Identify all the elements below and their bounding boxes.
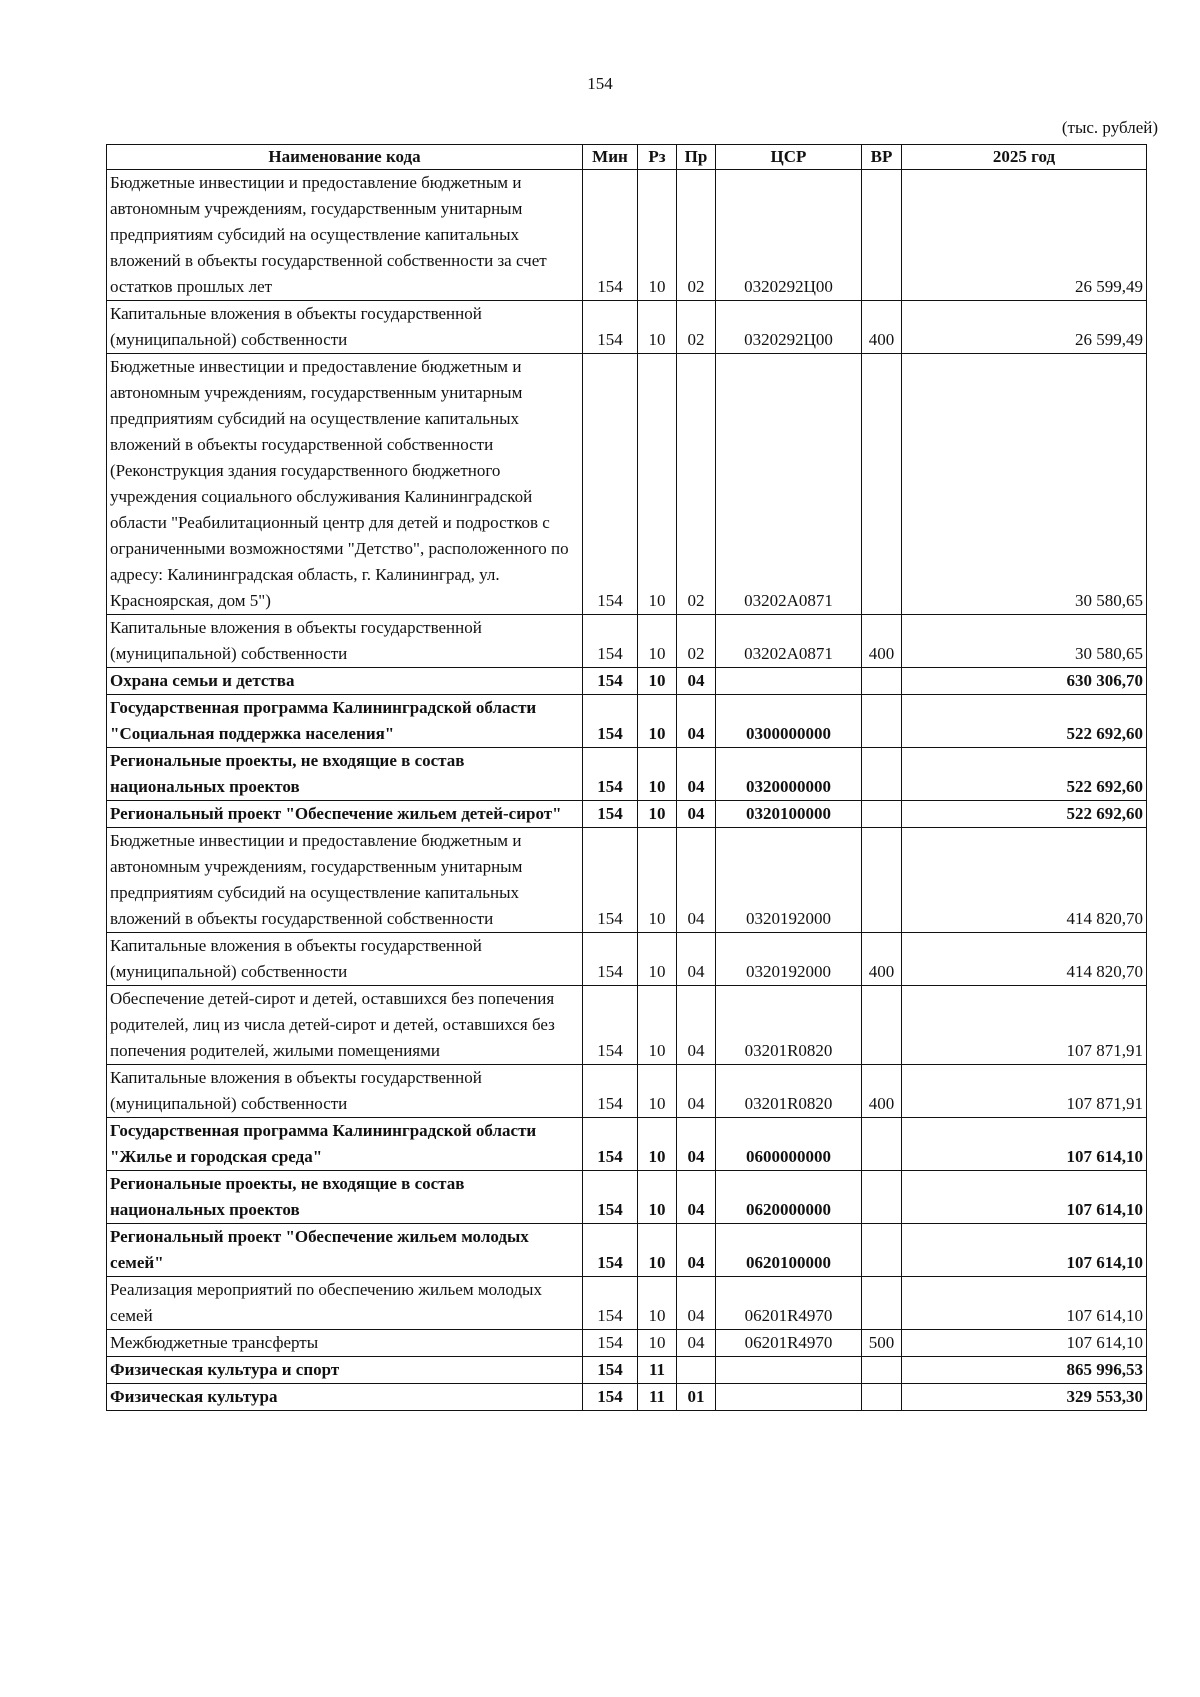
cell-sum: 414 820,70 — [902, 933, 1147, 986]
cell-csr: 0300000000 — [716, 695, 862, 748]
cell-min: 154 — [583, 1357, 638, 1384]
cell-name: Бюджетные инвестиции и предоставление бюджетным и автономным учреждениям, государственным унитарным предприятиям субсидий на осуществление капитальных вложений в объекты государственной собственности — [107, 828, 583, 933]
cell-min: 154 — [583, 668, 638, 695]
cell-vr — [862, 170, 902, 301]
cell-min: 154 — [583, 801, 638, 828]
cell-sum: 522 692,60 — [902, 748, 1147, 801]
cell-name: Бюджетные инвестиции и предоставление бюджетным и автономным учреждениям, государственным унитарным предприятиям субсидий на осуществление капитальных вложений в объекты государственной собственности за счет остатков прошлых лет — [107, 170, 583, 301]
cell-pr: 04 — [677, 1277, 716, 1330]
table-row — [107, 828, 1147, 933]
cell-rz: 10 — [638, 170, 677, 301]
table-row — [107, 668, 1147, 695]
cell-pr: 04 — [677, 801, 716, 828]
cell-pr: 04 — [677, 1224, 716, 1277]
cell-name: Капитальные вложения в объекты государственной (муниципальной) собственности — [107, 1065, 583, 1118]
cell-vr — [862, 1277, 902, 1330]
cell-sum: 630 306,70 — [902, 668, 1147, 695]
cell-min: 154 — [583, 748, 638, 801]
cell-rz: 11 — [638, 1357, 677, 1384]
cell-vr — [862, 695, 902, 748]
cell-vr: 400 — [862, 1065, 902, 1118]
page-number: 154 — [587, 74, 613, 93]
cell-sum: 30 580,65 — [902, 615, 1147, 668]
cell-vr: 400 — [862, 933, 902, 986]
table-row — [107, 695, 1147, 748]
cell-rz: 11 — [638, 1384, 677, 1411]
cell-rz: 10 — [638, 1065, 677, 1118]
cell-name: Региональный проект "Обеспечение жильем молодых семей" — [107, 1224, 583, 1277]
cell-pr: 02 — [677, 615, 716, 668]
cell-csr: 06201R4970 — [716, 1330, 862, 1357]
cell-rz: 10 — [638, 986, 677, 1065]
cell-sum: 107 614,10 — [902, 1118, 1147, 1171]
cell-sum: 522 692,60 — [902, 695, 1147, 748]
cell-sum: 107 871,91 — [902, 1065, 1147, 1118]
cell-pr: 04 — [677, 668, 716, 695]
table-row — [107, 170, 1147, 301]
cell-sum: 107 871,91 — [902, 986, 1147, 1065]
table-row — [107, 1065, 1147, 1118]
cell-vr — [862, 986, 902, 1065]
cell-name: Государственная программа Калининградской области "Жилье и городская среда" — [107, 1118, 583, 1171]
header-pr: Пр — [677, 145, 716, 170]
cell-min: 154 — [583, 354, 638, 615]
header-rz: Рз — [638, 145, 677, 170]
cell-min: 154 — [583, 615, 638, 668]
cell-vr — [862, 1118, 902, 1171]
cell-sum: 522 692,60 — [902, 801, 1147, 828]
cell-name: Капитальные вложения в объекты государственной (муниципальной) собственности — [107, 615, 583, 668]
cell-name: Охрана семьи и детства — [107, 668, 583, 695]
cell-pr: 04 — [677, 828, 716, 933]
cell-min: 154 — [583, 1171, 638, 1224]
cell-name: Региональные проекты, не входящие в состав национальных проектов — [107, 748, 583, 801]
cell-rz: 10 — [638, 1171, 677, 1224]
cell-vr: 400 — [862, 615, 902, 668]
cell-name: Региональный проект "Обеспечение жильем детей-сирот" — [107, 801, 583, 828]
cell-sum: 865 996,53 — [902, 1357, 1147, 1384]
cell-min: 154 — [583, 1065, 638, 1118]
cell-pr: 04 — [677, 695, 716, 748]
cell-name: Бюджетные инвестиции и предоставление бюджетным и автономным учреждениям, государственным унитарным предприятиям субсидий на осуществление капитальных вложений в объекты государственной собственности (Реконструкция здания государственного бюджетного учреждения социального обслуживания Калининградской области "Реабилитационный центр для детей и подростков с ограниченными возможностями "Детство", расположенного по адресу: Калининградская область, г. Калининград, ул. Красноярская, дом 5") — [107, 354, 583, 615]
table-row — [107, 1171, 1147, 1224]
cell-name: Государственная программа Калининградской области "Социальная поддержка населения" — [107, 695, 583, 748]
cell-rz: 10 — [638, 615, 677, 668]
cell-csr: 03202А0871 — [716, 354, 862, 615]
cell-min: 154 — [583, 1224, 638, 1277]
cell-pr: 04 — [677, 1330, 716, 1357]
table-row — [107, 986, 1147, 1065]
cell-csr: 0320100000 — [716, 801, 862, 828]
cell-vr — [862, 1224, 902, 1277]
cell-name: Реализация мероприятий по обеспечению жильем молодых семей — [107, 1277, 583, 1330]
cell-vr — [862, 828, 902, 933]
header-min: Мин — [583, 145, 638, 170]
cell-min: 154 — [583, 1277, 638, 1330]
cell-pr: 04 — [677, 933, 716, 986]
cell-csr — [716, 668, 862, 695]
cell-rz: 10 — [638, 695, 677, 748]
table-row — [107, 1357, 1147, 1384]
cell-rz: 10 — [638, 1118, 677, 1171]
cell-csr: 0320292Ц00 — [716, 301, 862, 354]
cell-name: Обеспечение детей-сирот и детей, оставшихся без попечения родителей, лиц из числа детей-сирот и детей, оставшихся без попечения родителей, жилыми помещениями — [107, 986, 583, 1065]
cell-min: 154 — [583, 1384, 638, 1411]
cell-vr — [862, 668, 902, 695]
table-row — [107, 354, 1147, 615]
cell-rz: 10 — [638, 1330, 677, 1357]
cell-pr: 02 — [677, 170, 716, 301]
cell-rz: 10 — [638, 1277, 677, 1330]
cell-min: 154 — [583, 1330, 638, 1357]
cell-vr — [862, 748, 902, 801]
cell-vr — [862, 1171, 902, 1224]
cell-csr: 03201R0820 — [716, 1065, 862, 1118]
cell-min: 154 — [583, 170, 638, 301]
cell-name: Региональные проекты, не входящие в состав национальных проектов — [107, 1171, 583, 1224]
table-row — [107, 933, 1147, 986]
cell-csr — [716, 1357, 862, 1384]
cell-min: 154 — [583, 828, 638, 933]
cell-min: 154 — [583, 1118, 638, 1171]
cell-sum: 107 614,10 — [902, 1330, 1147, 1357]
cell-sum: 30 580,65 — [902, 354, 1147, 615]
cell-pr: 04 — [677, 1171, 716, 1224]
cell-rz: 10 — [638, 301, 677, 354]
cell-vr — [862, 801, 902, 828]
cell-pr: 04 — [677, 1065, 716, 1118]
cell-csr: 03202А0871 — [716, 615, 862, 668]
cell-csr: 03201R0820 — [716, 986, 862, 1065]
cell-sum: 107 614,10 — [902, 1277, 1147, 1330]
cell-rz: 10 — [638, 801, 677, 828]
table-row — [107, 1277, 1147, 1330]
cell-csr: 0600000000 — [716, 1118, 862, 1171]
cell-csr: 0320192000 — [716, 828, 862, 933]
cell-csr — [716, 1384, 862, 1411]
cell-pr: 02 — [677, 301, 716, 354]
cell-min: 154 — [583, 986, 638, 1065]
table-row — [107, 801, 1147, 828]
cell-rz: 10 — [638, 668, 677, 695]
cell-pr: 04 — [677, 986, 716, 1065]
table-row — [107, 1224, 1147, 1277]
cell-min: 154 — [583, 933, 638, 986]
header-year: 2025 год — [902, 145, 1147, 170]
cell-sum: 414 820,70 — [902, 828, 1147, 933]
cell-sum: 26 599,49 — [902, 301, 1147, 354]
cell-csr: 0320000000 — [716, 748, 862, 801]
table-header-row — [107, 145, 1147, 170]
cell-min: 154 — [583, 301, 638, 354]
cell-sum: 329 553,30 — [902, 1384, 1147, 1411]
cell-vr — [862, 354, 902, 615]
cell-name: Межбюджетные трансферты — [107, 1330, 583, 1357]
cell-pr: 04 — [677, 1118, 716, 1171]
cell-csr: 0320192000 — [716, 933, 862, 986]
cell-pr: 04 — [677, 748, 716, 801]
cell-rz: 10 — [638, 354, 677, 615]
cell-sum: 107 614,10 — [902, 1171, 1147, 1224]
table-row — [107, 1118, 1147, 1171]
cell-csr: 06201R4970 — [716, 1277, 862, 1330]
cell-csr: 0620100000 — [716, 1224, 862, 1277]
cell-rz: 10 — [638, 933, 677, 986]
cell-name: Физическая культура — [107, 1384, 583, 1411]
header-csr: ЦСР — [716, 145, 862, 170]
table-row — [107, 1384, 1147, 1411]
cell-sum: 26 599,49 — [902, 170, 1147, 301]
header-vr: ВР — [862, 145, 902, 170]
cell-min: 154 — [583, 695, 638, 748]
cell-pr — [677, 1357, 716, 1384]
cell-pr: 01 — [677, 1384, 716, 1411]
budget-table — [106, 144, 1147, 1411]
cell-vr: 400 — [862, 301, 902, 354]
cell-rz: 10 — [638, 1224, 677, 1277]
cell-rz: 10 — [638, 828, 677, 933]
cell-vr — [862, 1357, 902, 1384]
units-label: (тыс. рублей) — [1061, 118, 1158, 137]
cell-rz: 10 — [638, 748, 677, 801]
cell-vr — [862, 1384, 902, 1411]
cell-pr: 02 — [677, 354, 716, 615]
cell-csr: 0620000000 — [716, 1171, 862, 1224]
cell-name: Физическая культура и спорт — [107, 1357, 583, 1384]
cell-csr: 0320292Ц00 — [716, 170, 862, 301]
table-row — [107, 748, 1147, 801]
header-name: Наименование кода — [107, 145, 583, 170]
cell-sum: 107 614,10 — [902, 1224, 1147, 1277]
table-row — [107, 301, 1147, 354]
table-row — [107, 615, 1147, 668]
table-row — [107, 1330, 1147, 1357]
cell-name: Капитальные вложения в объекты государственной (муниципальной) собственности — [107, 933, 583, 986]
cell-vr: 500 — [862, 1330, 902, 1357]
cell-name: Капитальные вложения в объекты государственной (муниципальной) собственности — [107, 301, 583, 354]
